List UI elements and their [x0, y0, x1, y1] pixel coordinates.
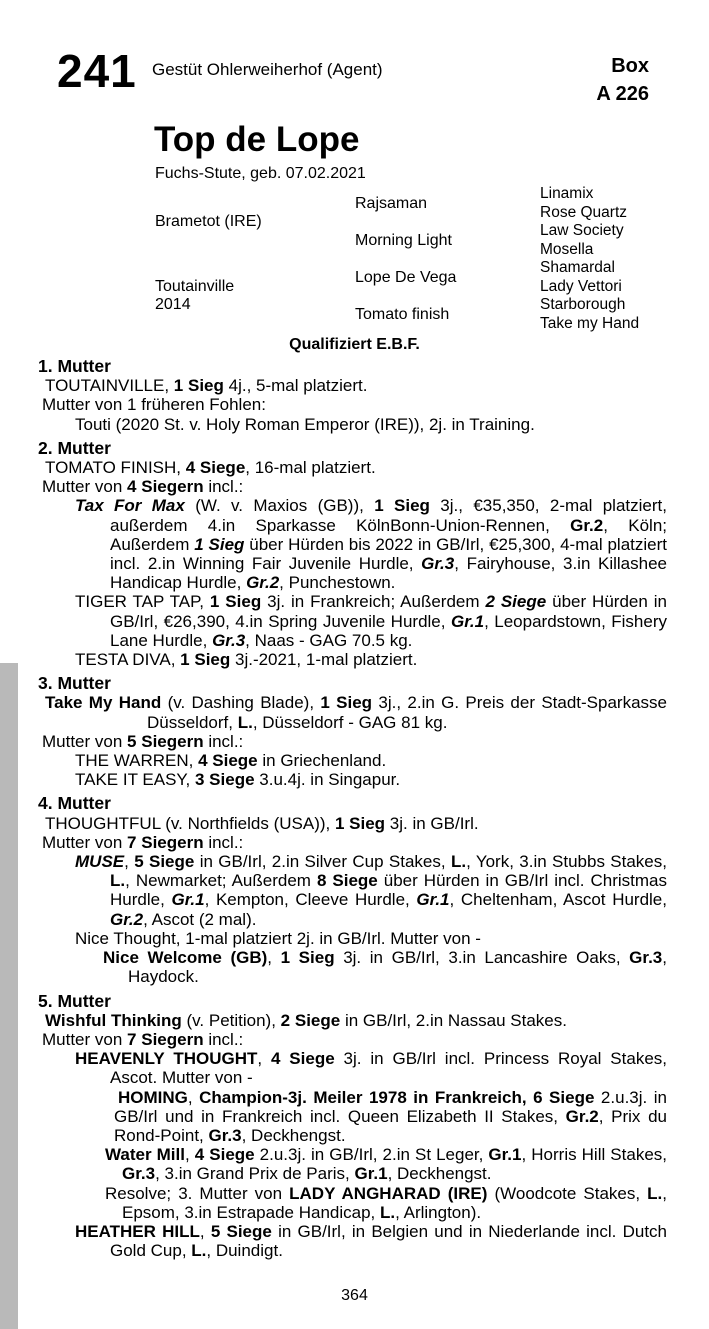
grandparent-name: Tomato finish: [355, 305, 450, 323]
section-heading: 3. Mutter: [38, 673, 111, 694]
text-run: 5 Siegern: [127, 731, 204, 751]
text-run: L.: [110, 871, 126, 891]
grandparent-name: Lope De Vega: [355, 268, 457, 286]
text-run: ,: [267, 948, 281, 968]
qualification-label: Qualifiziert E.B.F.: [289, 336, 420, 353]
great-grandparent-name: Shamardal: [540, 259, 615, 277]
text-run: 2 Siege: [280, 1010, 341, 1030]
box-label: Box: [611, 55, 649, 77]
text-run: Wishful Thinking: [45, 1010, 182, 1030]
lot-number: 241: [57, 45, 137, 97]
text-run: in GB/Irl, 2.in Silver Cup Stakes,: [194, 852, 451, 872]
pedigree-paragraph: [42, 751, 667, 770]
text-run: (v. Dashing Blade),: [161, 693, 321, 713]
great-grandparent-name: Take my Hand: [540, 314, 640, 332]
pedigree-paragraph: [45, 376, 667, 395]
text-run: 1 Sieg: [320, 693, 373, 713]
text-run: 2.u.3j. in GB/Irl, 2.in St Leger,: [254, 1145, 489, 1165]
text-run: 3j. in GB/Irl, 3.in Lancashire Oaks,: [334, 948, 630, 968]
text-run: Mutter von 1 früheren Fohlen:: [42, 395, 266, 415]
pedigree-paragraph: [42, 770, 667, 789]
text-run: , Leopardstown, Fishery Lane Hurdle,: [110, 611, 668, 650]
text-run: L.: [237, 712, 253, 732]
text-run: ,: [199, 1221, 211, 1241]
text-run: Gr.2: [570, 515, 604, 535]
text-run: Gr.1: [488, 1145, 522, 1165]
text-run: Gr.3: [421, 554, 455, 574]
text-run: , Deckhengst.: [241, 1125, 346, 1145]
pedigree-paragraph: [42, 1088, 667, 1146]
pedigree-paragraph: [42, 496, 667, 592]
text-run: (Woodcote Stakes,: [487, 1183, 648, 1203]
section-heading: 2. Mutter: [38, 437, 111, 458]
text-run: L.: [647, 1183, 663, 1203]
text-run: , Prix du Rond-Point,: [114, 1106, 668, 1145]
text-run: Gr.2: [110, 909, 144, 929]
text-run: (v. Petition),: [181, 1010, 281, 1030]
text-run: , Fairyhouse, 3.in Killashee Handicap Hurdle,: [110, 554, 667, 593]
pedigree-text-body: [38, 352, 668, 1261]
text-run: , Deckhengst.: [387, 1164, 492, 1184]
text-run: TESTA DIVA,: [75, 650, 181, 670]
text-run: über Hürden in GB/Irl, €26,390, 4.in Spring Juvenile Hurdle,: [110, 592, 667, 631]
pedigree-paragraph: [42, 852, 667, 929]
section-heading: 1. Mutter: [38, 356, 111, 376]
text-run: incl.:: [203, 1029, 244, 1049]
text-run: , 3.in Grand Prix de Paris,: [155, 1164, 355, 1184]
text-run: in GB/Irl, in Belgien und in Niederlande incl. Dutch Gold Cup,: [110, 1221, 667, 1261]
pedigree-paragraph: [42, 1222, 667, 1260]
text-run: incl.:: [203, 477, 244, 497]
consignor-name: Gestüt Ohlerweiherhof (Agent): [152, 60, 383, 79]
pedigree-paragraph: [42, 395, 667, 414]
text-run: Gr.1: [450, 611, 485, 631]
text-run: 5 Siege: [210, 1221, 272, 1241]
text-run: Take My Hand: [45, 693, 162, 713]
text-run: , Duindigt.: [206, 1241, 283, 1261]
text-run: 4 Siege: [270, 1049, 335, 1069]
pedigree-paragraph: [45, 814, 667, 833]
text-run: 1 Sieg: [194, 534, 245, 554]
pedigree-paragraph: [42, 415, 667, 434]
text-run: TAKE IT EASY,: [75, 770, 195, 790]
pedigree-paragraph: [42, 948, 667, 986]
great-grandparent-name: Lady Vettori: [540, 277, 622, 295]
text-run: Mutter von: [42, 1029, 128, 1049]
pedigree-parents-column: [155, 185, 355, 333]
pedigree-paragraph: [42, 592, 667, 650]
text-run: , Arlington).: [395, 1202, 482, 1222]
text-run: ,: [257, 1049, 271, 1069]
sire-cell: [155, 185, 355, 259]
box-assignment: [596, 52, 649, 108]
pedigree-paragraph: [42, 1030, 667, 1049]
section-heading: 5. Mutter: [38, 990, 111, 1011]
text-run: 1 Sieg: [374, 496, 430, 516]
text-run: Water Mill: [105, 1145, 185, 1165]
dam-cell: [155, 259, 355, 333]
text-run: in GB/Irl, 2.in Nassau Stakes.: [340, 1010, 567, 1030]
text-run: Mutter von: [42, 477, 128, 497]
text-run: Nice Thought, 1-mal platziert 2j. in GB/Irl. Mutter von -: [75, 928, 481, 948]
dam-year: 2014: [155, 296, 191, 313]
dam-name: Toutainville: [155, 277, 235, 295]
page-number: 364: [341, 1287, 368, 1304]
horse-name: Top de Lope: [154, 120, 360, 159]
text-run: , York, 3.in Stubbs Stakes,: [466, 852, 667, 872]
text-run: 1 Sieg: [180, 650, 231, 670]
text-run: , Köln; Außerdem: [110, 515, 668, 554]
text-run: 3j. in GB/Irl.: [385, 813, 479, 833]
text-run: , Düsseldorf - GAG 81 kg.: [252, 712, 448, 732]
pedigree-paragraph: [42, 693, 667, 731]
grandparent-name: Morning Light: [355, 231, 452, 249]
pedigree-paragraph: [42, 650, 667, 669]
text-run: Resolve; 3. Mutter von: [105, 1183, 290, 1203]
text-run: 7 Siegern: [127, 1029, 204, 1049]
pedigree-paragraph: [42, 1145, 667, 1183]
pedigree-paragraph: [42, 732, 667, 751]
horse-description: Fuchs-Stute, geb. 07.02.2021: [155, 165, 366, 182]
text-run: L.: [191, 1241, 207, 1261]
section-heading: 4. Mutter: [38, 793, 111, 814]
pedigree-great-grandparents-column: [540, 185, 667, 333]
text-run: 1 Sieg: [280, 948, 335, 968]
pedigree-paragraph: [45, 458, 667, 477]
pedigree-paragraph: [42, 833, 667, 852]
box-number: A 226: [596, 83, 649, 105]
text-run: , 16-mal platziert.: [245, 458, 376, 478]
text-run: in Griechenland.: [257, 751, 387, 771]
text-run: 1 Sieg: [173, 376, 224, 396]
text-run: 2.u.3j. in GB/Irl und in Frankreich incl. Queen Elizabeth II Stakes,: [114, 1087, 667, 1126]
text-run: THE WARREN,: [75, 751, 199, 771]
pedigree-paragraph: [42, 1049, 667, 1087]
grandparent-name: Rajsaman: [355, 194, 428, 212]
pedigree-grandparents-column: [355, 185, 540, 333]
text-run: 2 Siege: [485, 592, 547, 612]
text-run: L.: [450, 852, 467, 872]
text-run: 1 Sieg: [209, 592, 262, 612]
text-run: Gr.3: [629, 948, 663, 968]
text-run: ,: [124, 852, 135, 872]
text-run: TOMATO FINISH,: [45, 458, 186, 478]
great-grandparent-name: Mosella: [540, 240, 594, 258]
text-run: Gr.3: [212, 630, 246, 650]
text-run: Touti (2020 St. v. Holy Roman Emperor (IRE)), 2j. in Training.: [75, 414, 535, 434]
text-run: , Ascot (2 mal).: [143, 909, 257, 929]
text-run: , Newmarket; Außerdem: [125, 871, 317, 891]
text-run: 5 Siege: [134, 852, 195, 872]
text-run: Gr.2: [246, 573, 280, 593]
great-grandparent-name: Linamix: [540, 185, 594, 202]
text-run: 8 Siege: [316, 871, 378, 891]
text-run: 3j. in Frankreich; Außerdem: [261, 592, 486, 612]
text-run: HEATHER HILL: [75, 1221, 200, 1241]
text-run: incl.:: [203, 731, 244, 751]
great-grandparent-name: Law Society: [540, 222, 624, 240]
text-run: 3.u.4j. in Singapur.: [254, 770, 401, 790]
pedigree-paragraph: [42, 929, 667, 948]
pedigree-paragraph: [45, 1011, 667, 1030]
text-run: LADY ANGHARAD (IRE): [289, 1183, 488, 1203]
left-edge-bar: [0, 663, 18, 1329]
sire-name: Brametot (IRE): [155, 212, 262, 230]
pedigree-paragraph: [42, 1184, 667, 1222]
text-run: HOMING: [118, 1087, 188, 1107]
text-run: Mutter von: [42, 832, 128, 852]
text-run: incl.:: [203, 832, 244, 852]
text-run: ,: [187, 1087, 200, 1107]
text-run: MUSE: [75, 852, 125, 872]
text-run: über Hürden in GB/Irl incl. Christmas Hurdle,: [110, 871, 667, 910]
text-run: Gr.1: [171, 890, 205, 910]
text-run: Nice Welcome (GB): [103, 948, 268, 968]
text-run: Gr.2: [565, 1106, 599, 1126]
text-run: Gr.3: [208, 1125, 242, 1145]
text-run: Mutter von: [42, 731, 128, 751]
text-run: über Hürden bis 2022 in GB/Irl, €25,300, 4-mal platziert incl. 2.in Winning Fair Juvenile Hurdle,: [110, 534, 667, 574]
text-run: TIGER TAP TAP,: [75, 592, 210, 612]
text-run: , Cheltenham, Ascot Hurdle,: [449, 890, 667, 910]
text-run: THOUGHTFUL (v. Northfields (USA)),: [45, 813, 335, 833]
text-run: Gr.1: [416, 890, 450, 910]
text-run: , Naas - GAG 70.5 kg.: [245, 630, 413, 650]
text-run: (W. v. Maxios (GB)),: [184, 496, 375, 516]
text-run: 3j., €35,350, 2-mal platziert, außerdem 4.in Sparkasse KölnBonn-Union-Rennen,: [110, 496, 667, 535]
pedigree-paragraph: [42, 477, 667, 496]
text-run: 4 Siege: [198, 751, 258, 771]
text-run: 3j.-2021, 1-mal platziert.: [230, 650, 418, 670]
text-run: Gr.3: [122, 1164, 156, 1184]
text-run: , Kempton, Cleeve Hurdle,: [204, 890, 417, 910]
text-run: 4 Siegern: [127, 477, 204, 497]
text-run: 4 Siege: [194, 1145, 255, 1165]
text-run: 3j. in GB/Irl incl. Princess Royal Stakes, Ascot. Mutter von -: [110, 1049, 667, 1088]
text-run: , Punchestown.: [279, 573, 396, 593]
text-run: TOUTAINVILLE,: [45, 376, 174, 396]
text-run: Gr.1: [354, 1164, 388, 1184]
text-run: 1 Sieg: [334, 813, 386, 833]
text-run: ,: [184, 1145, 195, 1165]
text-run: Tax For Max: [75, 496, 185, 516]
text-run: L.: [379, 1202, 396, 1222]
text-run: Champion-3j. Meiler 1978 in Frankreich, 6 Siege: [199, 1087, 595, 1107]
text-run: , Haydock.: [128, 948, 667, 987]
text-run: 7 Siegern: [127, 832, 204, 852]
great-grandparent-name: Rose Quartz: [540, 203, 628, 221]
great-grandparent-name: Starborough: [540, 296, 626, 314]
text-run: 3j., 2.in G. Preis der Stadt-Sparkasse Düsseldorf,: [147, 693, 667, 732]
pedigree-table: [155, 185, 667, 333]
text-run: , Horris Hill Stakes,: [521, 1145, 667, 1165]
text-run: 3 Siege: [195, 770, 255, 790]
text-run: 4j., 5-mal platziert.: [223, 376, 368, 396]
text-run: 4 Siege: [185, 458, 246, 478]
text-run: HEAVENLY THOUGHT: [75, 1049, 258, 1069]
text-run: , Epsom, 3.in Estrapade Handicap,: [122, 1183, 667, 1222]
